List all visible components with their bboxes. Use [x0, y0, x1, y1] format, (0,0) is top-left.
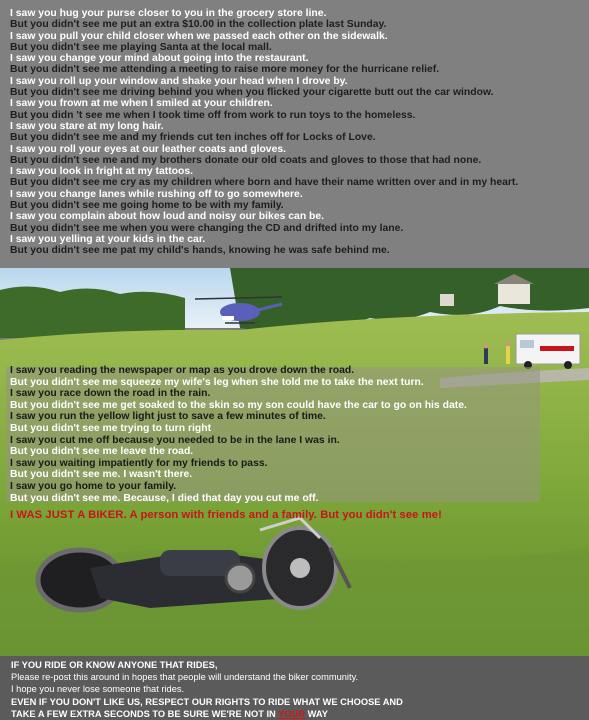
story-text-list: [10, 365, 467, 504]
footer-text-list: [11, 659, 403, 720]
text-line: But you didn't see me put an extra $10.00 in the collection plate last Sunday.: [10, 19, 387, 31]
text-line: I saw you run the yellow light just to save a few minutes of time.: [10, 411, 326, 423]
text-line: But you didn't see me attending a meeting to raise more money for the hurricane relief.: [10, 64, 440, 76]
your-highlight: YOUR: [278, 708, 306, 719]
footer-line: Please re-post this around in hopes that people will understand the biker community.: [11, 672, 359, 683]
text-line: But you didn't see me going home to be with my family.: [10, 200, 284, 212]
footer-line-text: WAY: [307, 708, 328, 719]
footer-line: EVEN IF YOU DON'T LIKE US, RESPECT OUR RIGHTS TO RIDE WHAT WE CHOOSE AND: [11, 696, 403, 707]
text-line: But you didn't see me. Because, I died that day you cut me off.: [10, 492, 319, 504]
ambulance: [516, 334, 580, 369]
text-line: I saw you frown at me when I smiled at your children.: [10, 98, 273, 110]
text-line: But you didn't see me get soaked to the skin so my son could have the car to go on his date.: [10, 399, 467, 411]
shed: [440, 294, 454, 306]
house: [498, 284, 530, 304]
text-line: I saw you roll up your window and shake your head when I drove by.: [10, 75, 348, 87]
text-line: But you didn't see me cry as my children where born and have their name written over and in my heart.: [10, 177, 519, 189]
text-line: But you didn't see me trying to turn right: [10, 422, 212, 434]
text-line: I saw you hug your purse closer to you in the grocery store line.: [10, 8, 327, 19]
text-line: But you didn't see me playing Santa at the local mall.: [10, 41, 272, 53]
text-line: But you didn't see me pat my child's hands, knowing he was safe behind me.: [10, 245, 390, 257]
text-line: I saw you stare at my long hair.: [10, 120, 164, 132]
text-line: But you didn't see me when you were changing the CD and drifted into my lane.: [10, 222, 404, 234]
text-line: I saw you roll your eyes at our leather coats and gloves.: [10, 143, 287, 155]
text-line: But you didn't see me. I wasn't there.: [10, 469, 193, 481]
text-line: I saw you race down the road in the rain.: [10, 388, 211, 400]
text-line: But you didn't see me leave the road.: [10, 446, 194, 458]
text-line: I saw you go home to your family.: [10, 480, 177, 492]
text-line: I saw you yelling at your kids in the car.: [10, 233, 206, 245]
text-line: I saw you complain about how loud and noisy our bikes can be.: [10, 211, 325, 223]
footer-panel: [0, 656, 589, 720]
top-text-list: [10, 8, 589, 257]
far-trees: [0, 286, 185, 338]
footer-line: I hope you never lose someone that rides.: [11, 684, 185, 695]
text-line: But you didn't see me and my brothers donate our old coats and gloves to those that had none.: [10, 154, 482, 166]
footer-line: IF YOU RIDE OR KNOW ANYONE THAT RIDES,: [11, 660, 218, 670]
text-line: I saw you pull your child closer when we passed each other on the sidewalk.: [10, 30, 388, 42]
text-line: I saw you waiting impatiently for my friends to pass.: [10, 457, 268, 469]
footer-line-text: TAKE A FEW EXTRA SECONDS TO BE SURE WE'RE NOT IN: [11, 708, 276, 719]
text-line: I saw you look in fright at my tattoos.: [10, 166, 194, 178]
text-line: But you didn't see me driving behind you when you flicked your cigarette butt out the car window.: [10, 87, 494, 99]
footer-line: [11, 708, 403, 720]
headline: I WAS JUST A BIKER. A person with friends and a family. But you didn't see me!: [10, 509, 442, 521]
text-line: But you didn 't see me when I took time off from work to run toys to the homeless.: [10, 109, 416, 121]
text-line: I saw you change your mind about going into the restaurant.: [10, 53, 309, 65]
text-line: But you didn't see me squeeze my wife's leg when she told me to take the next turn.: [10, 376, 424, 388]
text-line: I saw you cut me off because you needed to be in the lane I was in.: [10, 434, 340, 446]
top-text-panel: [0, 0, 589, 268]
text-line: I saw you change lanes while rushing off to go somewhere.: [10, 188, 303, 200]
text-line: I saw you reading the newspaper or map as you drove down the road.: [10, 365, 355, 376]
text-line: But you didn't see me and my friends cut ten inches off for Locks of Love.: [10, 132, 376, 144]
